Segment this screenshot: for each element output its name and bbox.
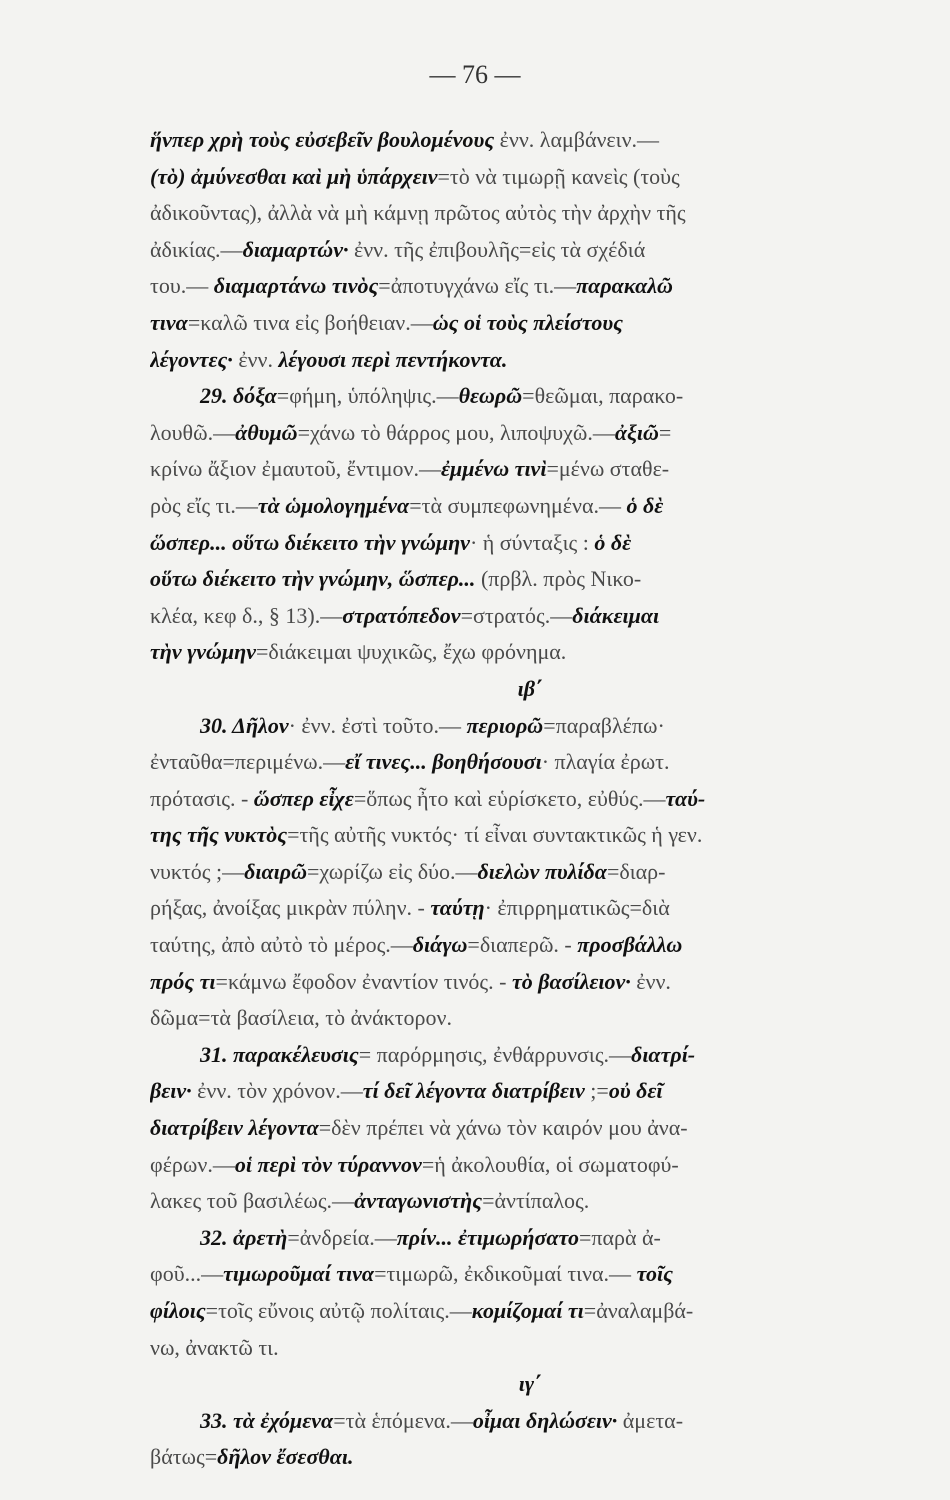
lemma-term: τοῖς	[636, 1261, 673, 1287]
lemma-term: ὁ δὲ	[594, 529, 632, 555]
text-line	[150, 525, 910, 562]
gloss-text: βάτως=	[150, 1444, 218, 1470]
gloss-text: =χωρίζω εἰς δύο.—	[307, 858, 478, 884]
text-line	[150, 817, 910, 854]
section-heading	[150, 671, 910, 708]
lemma-term: οὕτω διέκειτο τὴν γνώμην, ὥσπερ...	[150, 566, 476, 592]
text-line	[150, 1110, 910, 1147]
lemma-term: λέγοντες·	[150, 346, 233, 372]
lemma-term: ταύ-	[665, 785, 706, 811]
lemma-term: οὐ δεῖ	[608, 1078, 663, 1104]
lemma-term: ἐμμένω τινὶ	[440, 456, 547, 482]
lemma-term: ὁ δὲ	[626, 492, 664, 518]
text-line	[150, 1183, 910, 1220]
gloss-text: πρότασις. -	[150, 785, 254, 811]
lemma-term: ὥσπερ... οὕτω διέκειτο τὴν γνώμην	[150, 529, 470, 555]
gloss-text: =	[658, 419, 672, 445]
lemma-term: διελὼν πυλίδα	[477, 858, 607, 884]
gloss-text: = παρόρμησις, ἐνθάρρυνσις.—	[358, 1041, 632, 1067]
gloss-text: φοῦ...—	[150, 1261, 224, 1287]
gloss-text: =ὅπως ἦτο καὶ εὑρίσκετο, εὐθύς.—	[353, 785, 666, 811]
gloss-text: λουθῶ.—	[150, 419, 236, 445]
lemma-term: παρακαλῶ	[576, 273, 673, 299]
text-line	[150, 195, 910, 232]
lemma-term: διαιρῶ	[244, 858, 307, 884]
gloss-text: =κάμνω ἔφοδον ἐναντίον τινός. -	[215, 968, 512, 994]
gloss-text: =ἀποτυγχάνω εἴς τι.—	[378, 273, 577, 299]
gloss-text: · πλαγία ἐρωτ.	[541, 749, 670, 775]
text-line	[150, 561, 910, 598]
gloss-text: ἀμετα-	[617, 1407, 684, 1433]
gloss-text: ρὸς εἴς τι.—	[150, 492, 258, 518]
text-line	[150, 342, 910, 379]
lemma-term: τὸ βασίλειον·	[511, 968, 631, 994]
gloss-text: =ἀντίπαλος.	[482, 1188, 590, 1214]
text-line	[150, 305, 910, 342]
lemma-term: ὡς οἱ τοὺς πλείστους	[432, 309, 623, 335]
lemma-term: δῆλον ἔσεσθαι.	[217, 1444, 354, 1470]
text-line	[150, 415, 910, 452]
lemma-term: λέγουσι περὶ πεντήκοντα.	[278, 346, 508, 372]
gloss-text: νω, ἀνακτῶ τι.	[150, 1334, 279, 1360]
lemma-term: ὥσπερ εἶχε	[253, 785, 354, 811]
text-line	[150, 1000, 910, 1037]
gloss-text: =τὸ νὰ τιμωρῇ κανεὶς (τοὺς	[437, 163, 680, 189]
text-line	[150, 1403, 910, 1440]
gloss-text: ρήξας, ἀνοίξας μικρὰν πύλην. -	[150, 895, 431, 921]
gloss-text: =θεῶμαι, παρακο-	[522, 383, 684, 409]
text-line	[150, 232, 910, 269]
lemma-term: ἀθυμῶ	[235, 419, 298, 445]
text-line	[150, 744, 910, 781]
gloss-text: ἐνν.	[630, 968, 671, 994]
text-line	[150, 927, 910, 964]
text-line	[150, 268, 910, 305]
lemma-term: στρατόπεδον	[342, 602, 461, 628]
lemma-term: τινα	[150, 309, 188, 335]
gloss-text: · ἐνν. ἐστὶ τοῦτο.—	[288, 712, 467, 738]
text-line	[150, 159, 910, 196]
lemma-term: περιορῶ	[466, 712, 544, 738]
lemma-term: τιμωροῦμαί τινα	[223, 1261, 375, 1287]
text-line	[150, 122, 910, 159]
lemma-term: βειν·	[150, 1078, 192, 1104]
text-line	[150, 964, 910, 1001]
gloss-text: ;=	[584, 1078, 609, 1104]
text-line	[150, 1439, 910, 1476]
text-line	[150, 1220, 910, 1257]
gloss-text: =διάκειμαι ψυχικῶς, ἔχω φρόνημα.	[256, 639, 567, 665]
text-line	[150, 634, 910, 671]
gloss-text: ἐνν. λαμβάνειν.—	[494, 127, 660, 152]
gloss-text: ἐνν. τῆς ἐπιβουλῆς=εἰς τὰ σχέδιά	[348, 236, 646, 262]
text-line	[150, 1256, 910, 1293]
gloss-text: κλέα, κεφ δ., § 13).—	[150, 602, 343, 628]
text-line	[150, 854, 910, 891]
page-number: — 76 —	[429, 60, 521, 89]
text-line	[150, 378, 910, 415]
lemma-term: ἀνταγωνιστὴς	[354, 1188, 483, 1214]
text-line	[150, 488, 910, 525]
gloss-text: =ἡ ἀκολουθία, οἱ σωματοφύ-	[421, 1151, 679, 1177]
gloss-text: ἀδικοῦντας), ἀλλὰ νὰ μὴ κάμνῃ πρῶτος αὐτὸς τὴν ἀρχὴν τῆς	[150, 200, 686, 226]
lemma-term: της τῆς νυκτὸς	[150, 822, 288, 848]
lemma-term: (τὸ) ἀμύνεσθαι καὶ μὴ ὑπάρχειν	[150, 163, 438, 189]
lemma-term: 29. δόξα	[200, 383, 277, 409]
lemma-term: διάγω	[412, 932, 468, 958]
lemma-term: ἀξιῶ	[614, 419, 659, 445]
gloss-text: =ἀνδρεία.—	[287, 1224, 397, 1250]
gloss-text: =τὰ συμπεφωνημένα.—	[409, 492, 627, 518]
lemma-term: 30. Δῆλον	[200, 712, 289, 738]
lemma-term: φίλοις	[150, 1298, 206, 1323]
gloss-text: του.—	[150, 273, 214, 299]
gloss-text: =καλῶ τινα εἰς βοήθειαν.—	[187, 309, 433, 335]
text-line	[150, 598, 910, 635]
gloss-text: ἀδικίας.—	[150, 236, 243, 262]
gloss-text: =τοῖς εὔνοις αὐτῷ πολίταις.—	[205, 1298, 472, 1323]
lemma-term: θεωρῶ	[458, 383, 523, 409]
lemma-term: τὰ ὡμολογημένα	[257, 492, 410, 518]
text-line	[150, 890, 910, 927]
lemma-term: 33. τὰ ἐχόμενα	[200, 1407, 334, 1433]
gloss-text: =χάνω τὸ θάρρος μου, λιποψυχῶ.—	[297, 419, 615, 445]
lemma-term: προσβάλλω	[577, 932, 683, 958]
gloss-text: =μένω σταθε-	[546, 456, 670, 482]
gloss-text: =διαπερῶ. -	[467, 932, 578, 958]
gloss-text: =δὲν πρέπει νὰ χάνω τὸν καιρόν μου ἀνα-	[318, 1115, 688, 1141]
lemma-term: 31. παρακέλευσις	[200, 1041, 359, 1067]
gloss-text: νυκτός ;—	[150, 858, 245, 884]
lemma-term: διαμαρτάνω τινὸς	[213, 273, 379, 299]
gloss-text: (πρβλ. πρὸς Νικο-	[475, 566, 642, 592]
gloss-text: =παρὰ ἀ-	[578, 1224, 661, 1250]
text-line	[150, 708, 910, 745]
gloss-text: =τὰ ἑπόμενα.—	[333, 1407, 473, 1433]
gloss-text: =ἀναλαμβά-	[583, 1298, 694, 1323]
text-line	[150, 1330, 910, 1367]
section-heading	[150, 1366, 910, 1403]
text-line	[150, 1037, 910, 1074]
text-line	[150, 1073, 910, 1110]
lemma-term: διαμαρτών·	[242, 236, 349, 262]
text-line	[150, 451, 910, 488]
gloss-text: ἐνν.	[232, 346, 279, 372]
gloss-text: λακες τοῦ βασιλέως.—	[150, 1188, 355, 1214]
lemma-term: διάκειμαι	[572, 602, 660, 628]
lemma-term: πρίν... ἐτιμωρήσατο	[396, 1224, 579, 1250]
gloss-text: =διαρ-	[606, 858, 666, 884]
gloss-text: =τιμωρῶ, ἐκδικοῦμαί τινα.—	[374, 1261, 637, 1287]
text-line	[150, 781, 910, 818]
body-text	[150, 122, 910, 1476]
lemma-term: ἥνπερ χρὴ τοὺς εὐσεβεῖν βουλομένους	[150, 127, 495, 152]
gloss-text: ταύτης, ἀπὸ αὐτὸ τὸ μέρος.—	[150, 932, 413, 958]
gloss-text: · ἡ σύνταξις :	[469, 529, 595, 555]
lemma-term: πρός τι	[150, 968, 216, 994]
gloss-text: δῶμα=τὰ βασίλεια, τὸ ἀνάκτορον.	[150, 1005, 452, 1031]
lemma-term: διατρίβειν λέγοντα	[150, 1115, 319, 1141]
gloss-text: =τῆς αὐτῆς νυκτός· τί εἶναι συντακτικῶς ἡ γεν.	[287, 822, 703, 848]
lemma-term: εἴ τινες... βοηθήσουσι	[345, 749, 542, 775]
gloss-text: ἐνν. τὸν χρόνον.—	[191, 1078, 363, 1104]
lemma-term: τὴν γνώμην	[150, 639, 257, 665]
gloss-text: =παραβλέπω·	[543, 712, 665, 738]
lemma-term: οἱ περὶ τὸν τύραννον	[234, 1151, 422, 1177]
lemma-term: ιβ΄	[517, 675, 543, 701]
lemma-term: κομίζομαί τι	[471, 1298, 584, 1323]
gloss-text: κρίνω ἄξιον ἐμαυτοῦ, ἔντιμον.—	[150, 456, 441, 482]
text-line	[150, 1293, 910, 1330]
lemma-term: ταύτῃ	[430, 895, 485, 921]
gloss-text: · ἐπιρρηματικῶς=διὰ	[484, 895, 670, 921]
gloss-text: =στρατός.—	[460, 602, 573, 628]
gloss-text: φέρων.—	[150, 1151, 235, 1177]
lemma-term: διατρί-	[631, 1041, 696, 1067]
lemma-term: οἶμαι δηλώσειν·	[472, 1407, 618, 1433]
lemma-term: τί δεῖ λέγοντα διατρίβειν	[362, 1078, 585, 1104]
text-line	[150, 1147, 910, 1184]
lemma-term: ιγ΄	[518, 1371, 542, 1397]
gloss-text: ἐνταῦθα=περιμένω.—	[150, 749, 346, 775]
lemma-term: 32. ἀρετὴ	[200, 1224, 288, 1250]
gloss-text: =φήμη, ὑπόληψις.—	[276, 383, 459, 409]
